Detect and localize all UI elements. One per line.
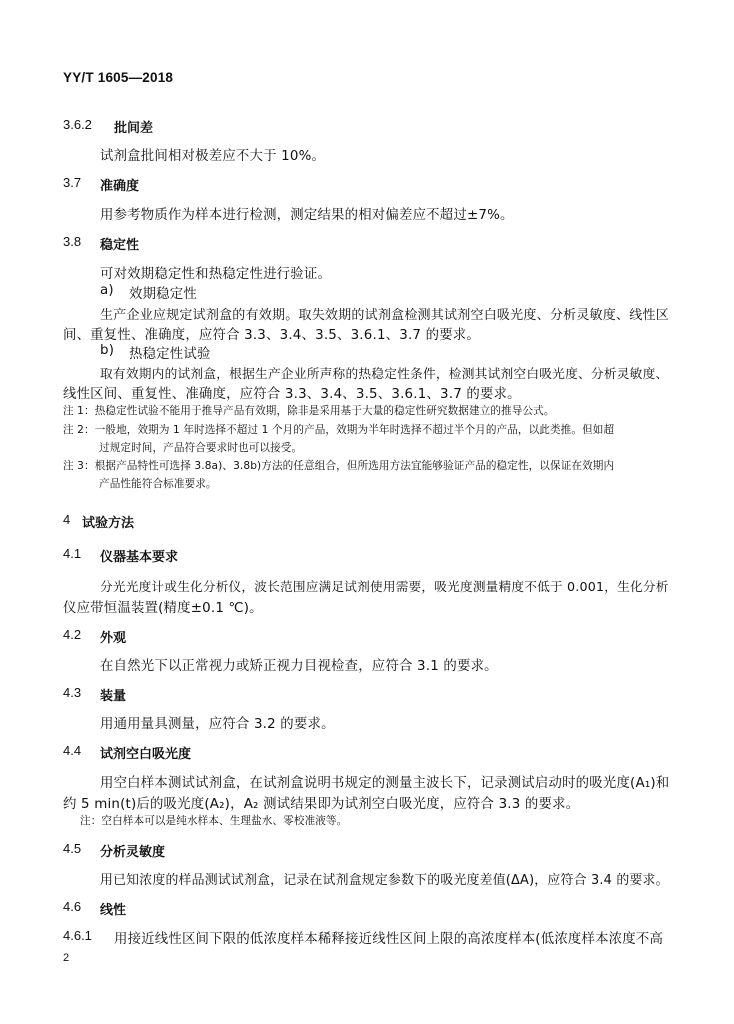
section-number: 4.1 — [63, 546, 82, 561]
paragraph-line: 生产企业应规定试剂盒的有效期。取失效期的试剂盒检测其试剂空白吸光度、分析灵敏度、线性区 — [100, 308, 669, 323]
paragraph-line: 用接近线性区间下限的低浓度样本稀释接近线性区间上限的高浓度样本(低浓度样本浓度不高 — [114, 932, 664, 947]
section-number: 3.7 — [63, 175, 82, 190]
section-number: 4.6.1 — [63, 928, 92, 943]
paragraph: 用通用量具测量，应符合 3.2 的要求。 — [100, 717, 335, 732]
section-title: 仪器基本要求 — [100, 550, 179, 565]
chapter-title: 试验方法 — [82, 516, 135, 531]
paragraph-line: 用空白样本测试试剂盒，在试剂盒说明书规定的测量主波长下，记录测试启动时的吸光度(A₁)和 — [100, 776, 670, 791]
chapter-number: 4 — [63, 512, 71, 527]
paragraph: 用参考物质作为样本进行检测，测定结果的相对偏差应不超过±7%。 — [100, 208, 514, 223]
section-title: 装量 — [100, 689, 127, 704]
paragraph: 在自然光下以正常视力或矫正视力目视检查，应符合 3.1 的要求。 — [100, 659, 498, 674]
paragraph-line: 取有效期内的试剂盒，根据生产企业所声称的热稳定性条件，检测其试剂空白吸光度、分析灵敏度、 — [100, 367, 669, 382]
note: 注 3：根据产品特性可选择 3.8a)、3.8b)方法的任意组合，但所选用方法宜能够验证产品的稳定性，以保证在效期内 — [63, 460, 615, 472]
paragraph-line: 线性区间、重复性、准确度，应符合 3.3、3.4、3.5、3.6.1、3.7 的要求。 — [63, 387, 521, 402]
note: 注 1：热稳定性试验不能用于推导产品有效期，除非是采用基于大量的稳定性研究数据建立的推导公式。 — [63, 405, 555, 417]
paragraph: 用已知浓度的样品测试试剂盒，记录在试剂盒规定参数下的吸光度差值(ΔA)，应符合 3.4 的要求。 — [100, 873, 669, 888]
paragraph-line: 仪应带恒温装置(精度±0.1 ℃)。 — [63, 601, 263, 616]
note: 注 2：一般地，效期为 1 年时选择不超过 1 个月的产品，效期为半年时选择不超过半个月的产品，以此类推。但如超 — [63, 424, 615, 436]
section-title: 准确度 — [100, 179, 140, 194]
note-continuation: 产品性能符合标准要求。 — [99, 478, 217, 490]
list-label: b) — [100, 343, 115, 358]
section-title: 分析灵敏度 — [100, 845, 166, 860]
section-title: 稳定性 — [100, 238, 140, 253]
section-number: 3.6.2 — [63, 117, 92, 132]
section-number: 4.5 — [63, 841, 82, 856]
section-number: 4.6 — [63, 899, 82, 914]
section-number: 4.2 — [63, 627, 82, 642]
list-label: a) — [100, 283, 114, 298]
paragraph: 试剂盒批间相对极差应不大于 10%。 — [100, 149, 326, 164]
standard-code: YY/T 1605—2018 — [63, 70, 174, 85]
note: 注：空白样本可以是纯水样本、生理盐水、零校准液等。 — [80, 815, 348, 827]
paragraph-line: 分光光度计或生化分析仪，波长范围应满足试剂使用需要，吸光度测量精度不低于 0.001，生化分析 — [100, 579, 669, 594]
paragraph-line: 约 5 min(t)后的吸光度(A₂)，A₂ 测试结果即为试剂空白吸光度，应符合 3.3 的要求。 — [63, 797, 580, 812]
section-number: 3.8 — [63, 234, 82, 249]
paragraph-line: 间、重复性、准确度，应符合 3.3、3.4、3.5、3.6.1、3.7 的要求。 — [63, 328, 480, 343]
list-item-title: 效期稳定性 — [129, 287, 197, 302]
section-title: 外观 — [100, 631, 127, 646]
section-number: 4.3 — [63, 685, 82, 700]
section-title: 批间差 — [114, 121, 154, 136]
section-title: 线性 — [100, 903, 127, 918]
list-item-title: 热稳定性试验 — [129, 347, 211, 362]
note-continuation: 过规定时间，产品符合要求时也可以接受。 — [99, 442, 303, 454]
section-title: 试剂空白吸光度 — [100, 747, 192, 762]
page-number: 2 — [63, 952, 70, 964]
section-number: 4.4 — [63, 743, 82, 758]
paragraph: 可对效期稳定性和热稳定性进行验证。 — [100, 267, 332, 282]
